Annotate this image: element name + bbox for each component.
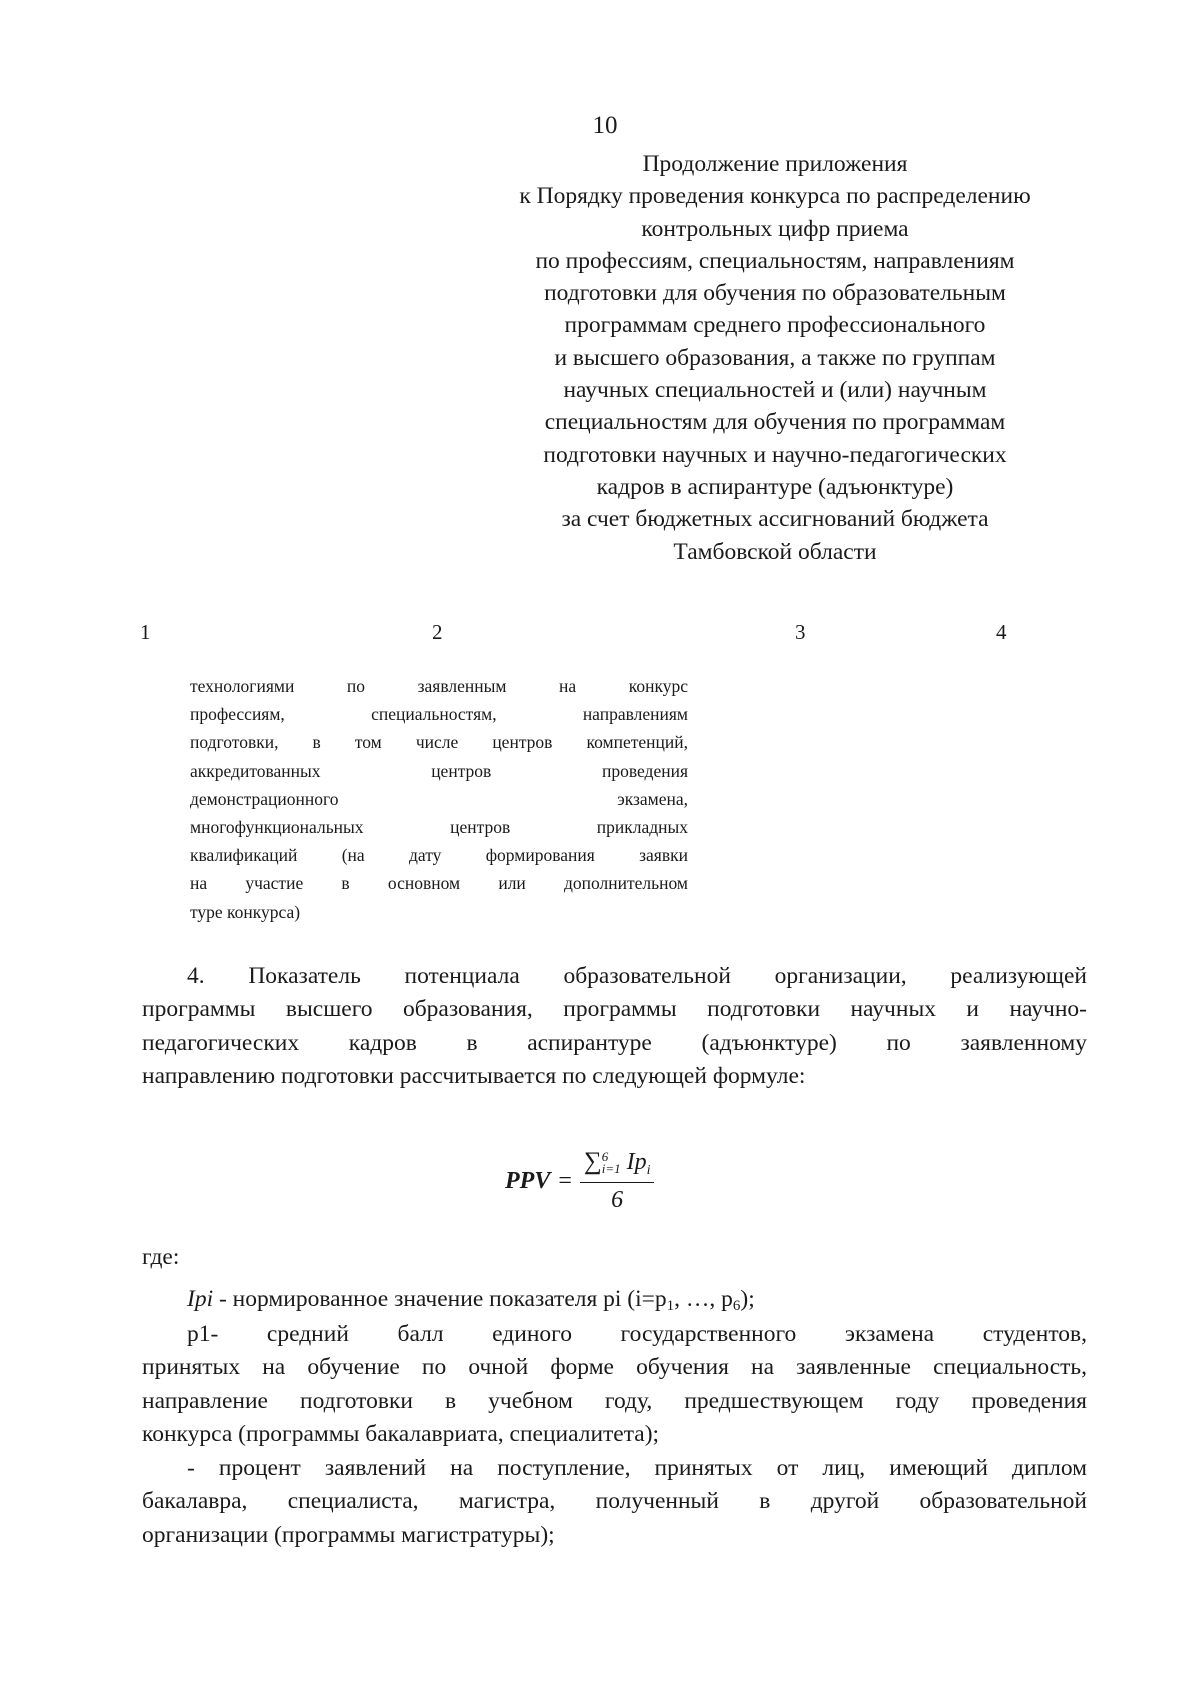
- paragraph-percent: [142, 1452, 1087, 1552]
- paragraph-line: бакалавра, специалиста, магистра, полученный в другой образовательной: [142, 1488, 1087, 1515]
- formula-term-subscript: i: [646, 1163, 651, 1178]
- paragraph-p1: [142, 1318, 1087, 1451]
- definition-variable: Ipi: [187, 1286, 214, 1312]
- formula-numerator: [580, 1148, 655, 1183]
- appendix-line: кадров в аспирантуре (адъюнктуре): [596, 473, 954, 500]
- paragraph-line: - процент заявлений на поступление, принятых от лиц, имеющий диплом: [187, 1455, 1087, 1481]
- where-label: где:: [142, 1244, 180, 1270]
- sum-limits: [602, 1151, 621, 1175]
- appendix-line: Тамбовской области: [673, 538, 877, 565]
- appendix-line: специальностям для обучения по программам: [544, 409, 1006, 436]
- appendix-line: контрольных цифр приема: [641, 215, 909, 242]
- appendix-line: программам среднего профессионального: [564, 312, 986, 339]
- definition-subscript: 1: [666, 1298, 675, 1314]
- formula-fraction: [580, 1148, 655, 1214]
- definition-subscript: 6: [732, 1298, 741, 1314]
- table-cell-word: демонстрационного: [190, 788, 339, 809]
- paragraph-line: конкурса (программы бакалавриата, специалитета);: [142, 1420, 660, 1447]
- table-column-number-2: 2: [432, 620, 443, 644]
- definition-text: , …, p: [674, 1286, 733, 1312]
- appendix-header: [455, 148, 1095, 568]
- paragraph-line: направление подготовки в учебном году, предшествующем году проведения: [142, 1387, 1087, 1414]
- paragraph-line: программы высшего образования, программы подготовки научных и научно-: [142, 996, 1087, 1023]
- paragraph-line: педагогических кадров в аспирантуре (адъюнктуре) по заявленному: [142, 1029, 1087, 1056]
- formula-denominator: 6: [611, 1187, 624, 1213]
- paragraph-4: [142, 960, 1087, 1093]
- table-cell-line: профессиям, специальностям, направлениям: [190, 704, 688, 725]
- lower-limit: i=1: [601, 1161, 621, 1177]
- sigma-symbol: ∑: [583, 1148, 602, 1175]
- table-cell-line: на участие в основном или дополнительном: [190, 873, 688, 894]
- formula-equals: =: [558, 1167, 572, 1194]
- page-number: 10: [592, 112, 618, 139]
- table-cell-line: технологиями по заявленным на конкурс: [190, 676, 688, 696]
- table-cell-line: туре конкурса): [190, 901, 301, 922]
- table-cell-word: экзамена,: [617, 788, 688, 809]
- appendix-line: к Порядку проведения конкурса по распределению: [519, 183, 1031, 210]
- definition-ipi: [187, 1286, 755, 1315]
- definition-text: - нормированное значение показателя pi (i=p: [213, 1286, 667, 1312]
- appendix-line: научных специальностей и (или) научным: [563, 377, 987, 404]
- appendix-line: подготовки научных и научно-педагогических: [543, 441, 1007, 468]
- table-cell-line: [190, 785, 688, 813]
- appendix-line: Продолжение приложения: [642, 151, 908, 177]
- table-cell-line: подготовки, в том числе центров компетенций,: [190, 732, 688, 753]
- formula-lhs: PPV: [505, 1167, 551, 1194]
- table-cell-line: аккредитованных центров проведения: [190, 760, 688, 781]
- table-column-number-4: 4: [996, 620, 1007, 644]
- paragraph-line: направлению подготовки рассчитывается по следующей формуле:: [142, 1062, 806, 1089]
- table-column-number-1: 1: [140, 620, 151, 644]
- paragraph-line: принятых на обучение по очной форме обучения на заявленные специальность,: [142, 1354, 1087, 1381]
- table-cell-column-2: [190, 672, 688, 926]
- appendix-line: и высшего образования, а также по группам: [554, 344, 996, 371]
- table-cell-line: многофункциональных центров прикладных: [190, 817, 688, 838]
- upper-limit: 6: [601, 1149, 609, 1165]
- table-column-number-3: 3: [795, 620, 806, 644]
- paragraph-line: организации (программы магистратуры);: [142, 1521, 555, 1548]
- formula-term: Ip: [626, 1149, 647, 1175]
- definition-text: );: [740, 1286, 755, 1312]
- table-cell-line: квалификаций (на дату формирования заявки: [190, 845, 688, 866]
- appendix-line: за счет бюджетных ассигнований бюджета: [561, 506, 989, 533]
- paragraph-line: p1- средний балл единого государственного экзамена студентов,: [187, 1321, 1087, 1347]
- appendix-line: по профессиям, специальностям, направлениям: [535, 247, 1015, 274]
- paragraph-line: 4. Показатель потенциала образовательной организации, реализующей: [187, 963, 1087, 989]
- appendix-line: подготовки для обучения по образовательным: [544, 280, 1006, 307]
- ppv-formula: [505, 1148, 654, 1214]
